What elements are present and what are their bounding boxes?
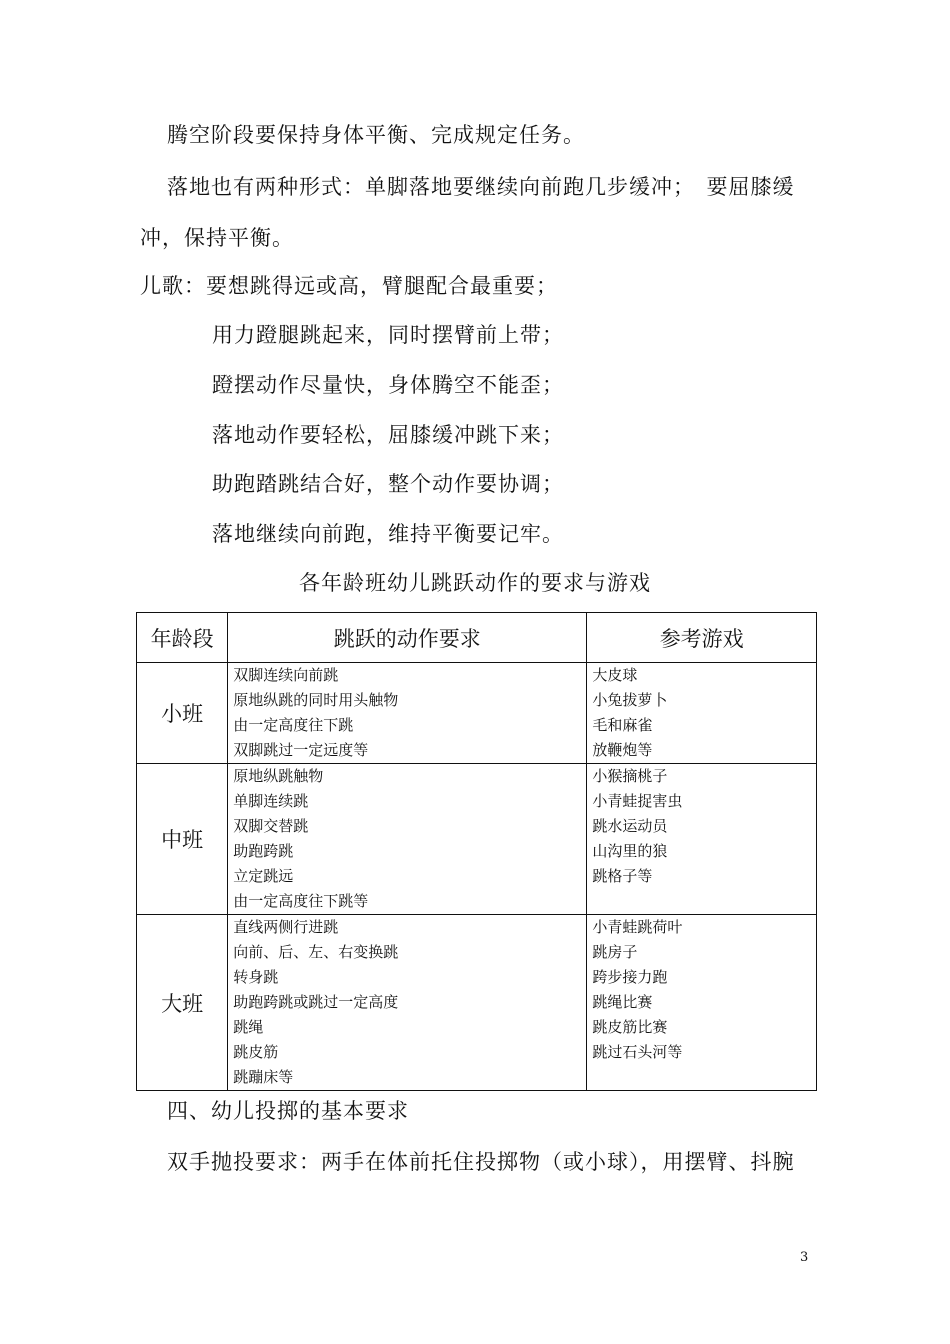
game-item: 毛和麻雀 [592,716,653,734]
requirements-cell [228,663,587,764]
page-number: 3 [800,1250,809,1265]
games-cell [587,915,817,1091]
requirement-item: 直线两侧行进跳 [233,918,339,936]
game-item: 大皮球 [592,666,638,684]
requirement-item: 原地纵跳触物 [233,767,324,785]
games-cell [587,764,817,915]
requirement-item: 双脚连续向前跳 [233,666,339,684]
requirement-item: 原地纵跳的同时用头触物 [233,691,399,709]
requirement-item: 立定跳远 [233,867,294,885]
game-item: 山沟里的狼 [592,842,668,860]
game-item: 跳皮筋比赛 [592,1018,668,1036]
game-item: 跳水运动员 [592,817,668,835]
requirement-item: 助跑跨跳或跳过一定高度 [233,993,399,1011]
requirement-item: 向前、后、左、右变换跳 [233,943,399,961]
game-item: 跳格子等 [592,867,653,885]
requirement-item: 由一定高度往下跳等 [233,892,369,910]
table-row [137,663,817,764]
song-line: 落地继续向前跑，维持平衡要记牢。 [212,522,564,546]
jump-requirements-table [136,612,817,1091]
header-games: 参考游戏 [587,613,817,663]
song-line: 要想跳得远或高，臂腿配合最重要； [206,274,558,298]
requirement-item: 转身跳 [233,968,279,986]
game-item: 放鞭炮等 [592,741,653,759]
game-item: 小青蛙跳荷叶 [592,918,683,936]
requirement-item: 双脚跳过一定远度等 [233,741,369,759]
requirement-item: 跳皮筋 [233,1043,279,1061]
age-group-cell: 大班 [137,915,228,1091]
header-age: 年龄段 [137,613,228,663]
age-group-cell: 小班 [137,663,228,764]
game-item: 小兔拔萝卜 [592,691,668,709]
header-requirements: 跳跃的动作要求 [228,613,587,663]
song-first-line [140,276,558,297]
section-title: 四、幼儿投掷的基本要求 [167,1099,409,1123]
paragraph-landing-line2: 冲，保持平衡。 [140,226,294,250]
game-item: 小青蛙捉害虫 [592,792,683,810]
paragraph-landing-line1: 落地也有两种形式：单脚落地要继续向前跑几步缓冲； 要屈膝缓 [167,175,795,199]
song-line: 落地动作要轻松，屈膝缓冲跳下来； [212,423,564,447]
table-body [137,663,817,1091]
requirement-item: 双脚交替跳 [233,817,309,835]
requirement-item: 由一定高度往下跳 [233,716,354,734]
song-line: 助跑踏跳结合好，整个动作要协调； [212,472,564,496]
table-caption: 各年龄班幼儿跳跃动作的要求与游戏 [299,571,651,595]
game-item: 小猴摘桃子 [592,767,668,785]
requirements-cell [228,915,587,1091]
song-line: 用力蹬腿跳起来，同时摆臂前上带； [212,323,564,347]
requirement-item: 单脚连续跳 [233,792,309,810]
table-row [137,915,817,1091]
table-header-row [137,613,817,663]
game-item: 跳房子 [592,943,638,961]
requirements-cell [228,764,587,915]
song-line: 蹬摆动作尽量快，身体腾空不能歪； [212,373,564,397]
table-row [137,764,817,915]
game-item: 跨步接力跑 [592,968,668,986]
game-item: 跳过石头河等 [592,1043,683,1061]
age-group-cell: 中班 [137,764,228,915]
paragraph-two-hand-throw: 双手抛投要求：两手在体前托住投掷物（或小球），用摆臂、抖腕 [167,1150,795,1174]
game-item: 跳绳比赛 [592,993,653,1011]
requirement-item: 跳绳 [233,1018,264,1036]
paragraph-takeoff-balance: 腾空阶段要保持身体平衡、完成规定任务。 [167,123,585,147]
requirement-item: 助跑跨跳 [233,842,294,860]
requirement-item: 跳蹦床等 [233,1068,294,1086]
song-label: 儿歌： [140,274,206,298]
games-cell [587,663,817,764]
